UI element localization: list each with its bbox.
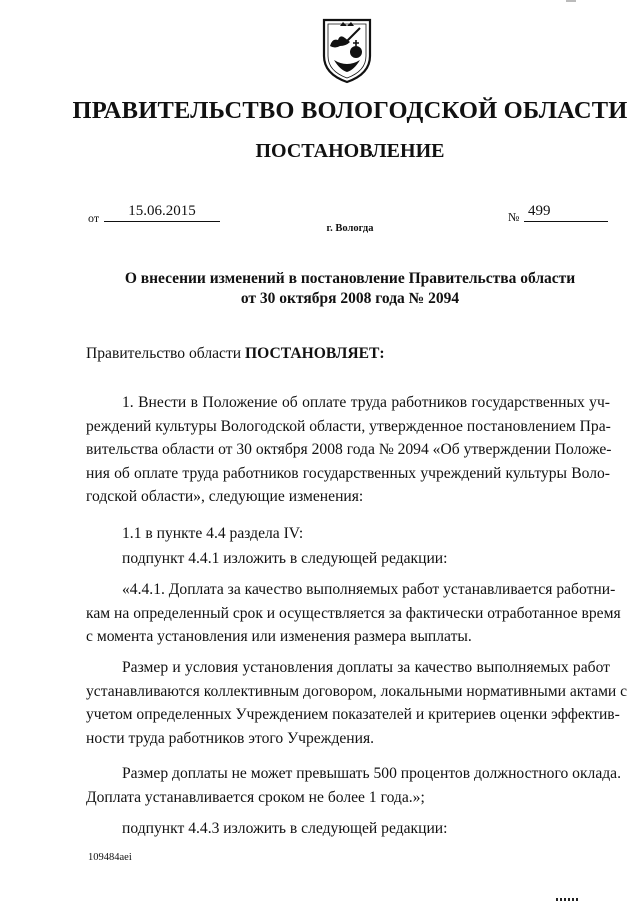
paragraph-5 (86, 656, 628, 750)
text-line: подпункт 4.4.3 изложить в следующей редакции: (122, 820, 448, 837)
paragraph-2 (86, 522, 610, 546)
paragraph-6 (86, 762, 622, 809)
text-line: подпункт 4.4.1 изложить в следующей редакции: (122, 550, 448, 567)
vologda-coat-of-arms-icon (320, 16, 374, 84)
text-line: Доплата устанавливается сроком не более 1 года.»; (86, 788, 425, 806)
title-line: от 30 октября 2008 года № 2094 (240, 290, 460, 307)
text-line: устанавливаются коллективным договором, локальными нормативными актами с (86, 682, 628, 700)
text-line: реждений культуры Вологодской области, утвержденное постановлением Пра- (86, 417, 611, 435)
text-line: Размер доплаты не может превышать 500 процентов должностного оклада. (122, 765, 622, 782)
number-prefix: № (508, 210, 520, 224)
document-number: 499 (524, 203, 608, 222)
document-date: 15.06.2015 (104, 203, 220, 222)
title-line: О внесении изменений в постановление Правительства области (124, 270, 576, 287)
text-line: ности труда работников этого Учреждения. (86, 729, 375, 747)
scan-artifact (556, 898, 580, 901)
text-line: 1. Внести в Положение об оплате труда работников государственных уч- (122, 394, 610, 411)
paragraph-7 (86, 817, 610, 841)
scan-artifact (566, 0, 576, 2)
text-line: с момента установления или изменения размера выплаты. (86, 628, 472, 645)
city-name: г. Вологда (326, 223, 374, 234)
text-line: «4.4.1. Доплата за качество выполняемых работ устанавливается работни- (122, 581, 616, 598)
text-line: Размер и условия установления доплаты за качество выполняемых работ (122, 659, 610, 676)
paragraph-1 (86, 391, 610, 509)
text-line: кам на определенный срок и осуществляется за фактически отработанное время (86, 604, 621, 622)
document-type: ПОСТАНОВЛЕНИЕ (255, 140, 445, 162)
text-line: годской области», следующие изменения: (86, 488, 364, 505)
document-title (60, 269, 640, 309)
text-line: ния об оплате труда работников государственных учреждений культуры Воло- (86, 464, 610, 482)
organization-name: ПРАВИТЕЛЬСТВО ВОЛОГОДСКОЙ ОБЛАСТИ (72, 97, 628, 124)
decree-statement (86, 342, 610, 366)
footer-code: 109484аеі (88, 852, 132, 863)
text-line: 1.1 в пункте 4.4 раздела IV: (122, 525, 304, 542)
text-line: учетом определенных Учреждением показателей и критериев оценки эффектив- (86, 706, 620, 723)
paragraph-3 (86, 547, 610, 571)
text-line: вительства области от 30 октября 2008 года № 2094 «Об утверждении Положе- (86, 441, 612, 458)
decree-verb: ПОСТАНОВЛЯЕТ: (245, 345, 385, 362)
decree-subject: Правительство области (86, 345, 242, 362)
date-prefix: от (88, 211, 100, 225)
paragraph-4 (86, 578, 621, 649)
